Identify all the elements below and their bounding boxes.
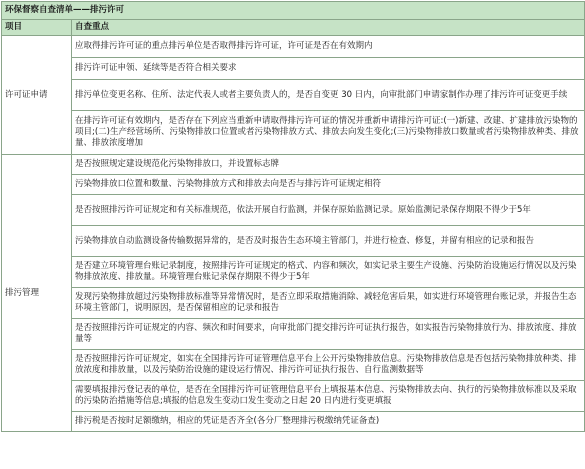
table-row: [2, 155, 585, 175]
table-row: [2, 58, 585, 80]
table-row: [2, 412, 585, 432]
checklist-item: 污染物排放自动监测设备传输数据异常的，是否及时报告生态环境主管部门，并进行检查、修复，并留有相应的记录和报告: [72, 226, 585, 257]
checklist-item: 需要填报排污登记表的单位，是否在全国排污许可证管理信息平台上填报基本信息、污染物排放去向、执行的污染物排放标准以及采取的污染防治措施等信息;填报的信息发生变动口发生变动之日起 20 日内进行变更填报: [72, 381, 585, 412]
table-row: [2, 288, 585, 319]
checklist-table: [1, 1, 585, 432]
checklist-item: 是否按照排污许可证规定的内容、频次和时间要求，向审批部门提交排污许可证执行报告，如实报告污染物排放行为、排放浓度、排放量等: [72, 319, 585, 350]
checklist-item: 污染物排放口位置和数量、污染物排放方式和排放去向是否与排污许可证规定相符: [72, 175, 585, 195]
table-row: [2, 36, 585, 58]
table-row: [2, 111, 585, 155]
column-header-project: 项目: [2, 20, 72, 36]
category-license-application: 许可证申请: [2, 36, 72, 155]
table-row: [2, 175, 585, 195]
checklist-item: 是否按照排污许可证规定和有关标准规范，依法开展自行监测，并保存原始监测记录。原始监测记录保存期限不得少于5年: [72, 195, 585, 226]
checklist-item: 排污单位变更名称、住所、法定代表人或者主要负责人的，是否自变更 30 日内，向审批部门申请家制作办理了排污许可证变更手续: [72, 80, 585, 111]
title-row: [2, 2, 585, 20]
table-row: [2, 257, 585, 288]
checklist-item: 是否按照规定建设规范化污染物排放口，并设置标志牌: [72, 155, 585, 175]
table-row: [2, 80, 585, 111]
category-discharge-management: 排污管理: [2, 155, 72, 432]
table-row: [2, 381, 585, 412]
checklist-item: 发现污染物排放超过污染物排放标准等异常情况时，是否立即采取措施消除、减轻危害后果，如实进行环境管理台账记录，并报告生态环境主管部门，说明原因，是否保留相应的记录和报告: [72, 288, 585, 319]
checklist-item: 是否建立环境管理台账记录制度，按照排污许可证规定的格式、内容和频次，如实记录主要生产设施、污染防治设施运行情况以及污染物排放浓度、排放量。环境管理台账记录保存期限不得少于5年: [72, 257, 585, 288]
column-header-key-points: 自查重点: [72, 20, 585, 36]
header-row: [2, 20, 585, 36]
checklist-item: 排污税是否按时足额缴纳，相应的凭证是否齐全(各分厂整理排污税缴纳凭证备查): [72, 412, 585, 432]
table-row: [2, 226, 585, 257]
table-row: [2, 195, 585, 226]
table-row: [2, 350, 585, 381]
checklist-item: 在排污许可证有效期内，是否存在下列应当重新申请取得排污许可证的情况并重新申请排污许可证:(一)新建、改建、扩建排放污染物的项目;(二)生产经营场所、污染物排放口位置或者污染物排放方式、排放去向发生变化;(三)污染物排放口数量或者污染物排放种类、排放量、排放浓度增加: [72, 111, 585, 155]
checklist-item: 是否按照排污许可证规定，如实在全国排污许可证管理信息平台上公开污染物排放信息。污染物排放信息是否包括污染物排放种类、排放浓度和排放量，以及污染防治设施的建设运行情况、排污许可证执行报告、自行监测数据等: [72, 350, 585, 381]
checklist-item: 排污许可证申领、延续等是否符合相关要求: [72, 58, 585, 80]
sheet-title: 环保督察自查清单——排污许可: [2, 2, 585, 20]
table-row: [2, 319, 585, 350]
checklist-item: 应取得排污许可证的重点排污单位是否取得排污许可证，许可证是否在有效期内: [72, 36, 585, 58]
